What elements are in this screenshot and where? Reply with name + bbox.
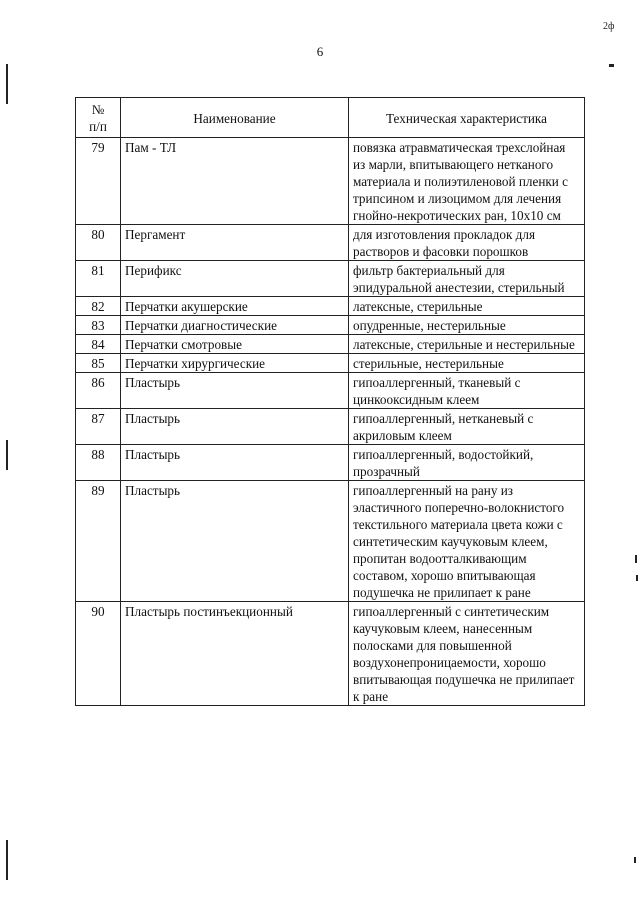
row-number: 79	[76, 138, 121, 225]
table-row	[76, 316, 585, 335]
spec-table	[75, 97, 585, 706]
row-number: 83	[76, 316, 121, 335]
row-name: Перчатки акушерские	[121, 297, 349, 316]
row-spec: повязка атравматическая трехслойная из марли, впитывающего нетканого материала и полиэтиленовой пленки с трипсином и лизоцимом для лечения гнойно-некротических ран, 10х10 см	[349, 138, 585, 225]
row-number: 86	[76, 373, 121, 409]
table-header-row	[76, 98, 585, 138]
row-name: Пластырь	[121, 481, 349, 602]
table-row	[76, 481, 585, 602]
scan-margin-line	[6, 840, 8, 880]
row-number: 81	[76, 261, 121, 297]
table-row	[76, 445, 585, 481]
table-row	[76, 225, 585, 261]
page-number: 6	[316, 44, 324, 59]
row-number: 85	[76, 354, 121, 373]
table-row	[76, 297, 585, 316]
scan-speck	[634, 857, 636, 863]
row-spec: гипоаллергенный, нетканевый с акриловым клеем	[349, 409, 585, 445]
row-name: Пластырь	[121, 409, 349, 445]
row-name: Перчатки смотровые	[121, 335, 349, 354]
table-row	[76, 138, 585, 225]
row-name: Пластырь	[121, 373, 349, 409]
row-number: 90	[76, 602, 121, 706]
scan-speck	[636, 575, 638, 581]
header-number-sign: №	[91, 102, 105, 117]
header-name: Наименование	[121, 98, 349, 138]
row-spec: для изготовления прокладок для растворов и фасовки порошков	[349, 225, 585, 261]
row-name: Пергамент	[121, 225, 349, 261]
table-row	[76, 335, 585, 354]
row-number: 82	[76, 297, 121, 316]
row-spec: латексные, стерильные и нестерильные	[349, 335, 585, 354]
header-number	[76, 98, 121, 138]
table-row	[76, 261, 585, 297]
scan-speck	[609, 64, 614, 67]
table-row	[76, 602, 585, 706]
row-spec: гипоаллергенный на рану из эластичного поперечно-волокнистого текстильного материала цвета кожи с синтетическим каучуковым клеем, пропитан водоотталкивающим составом, хорошо впитывающая подушечка не прилипает к ране	[349, 481, 585, 602]
table-row	[76, 354, 585, 373]
table-row	[76, 373, 585, 409]
scan-speck	[635, 555, 637, 563]
row-spec: гипоаллергенный с синтетическим каучуковым клеем, нанесенным полосками для повышенной воздухонепроницаемости, хорошо впитывающая подушечка не прилипает к ране	[349, 602, 585, 706]
row-spec: стерильные, нестерильные	[349, 354, 585, 373]
row-number: 88	[76, 445, 121, 481]
row-name: Пам - ТЛ	[121, 138, 349, 225]
row-spec: опудренные, нестерильные	[349, 316, 585, 335]
header-spec: Техническая характеристика	[349, 98, 585, 138]
row-name: Пластырь постинъекционный	[121, 602, 349, 706]
table-row	[76, 409, 585, 445]
row-spec: фильтр бактериальный для эпидуральной анестезии, стерильный	[349, 261, 585, 297]
row-name: Перчатки диагностические	[121, 316, 349, 335]
row-spec: гипоаллергенный, водостойкий, прозрачный	[349, 445, 585, 481]
row-number: 89	[76, 481, 121, 602]
scan-margin-line	[6, 440, 8, 470]
row-number: 84	[76, 335, 121, 354]
scan-margin-line	[6, 64, 8, 104]
row-number: 80	[76, 225, 121, 261]
table-body	[76, 138, 585, 706]
row-name: Перификс	[121, 261, 349, 297]
header-number-abbr: п/п	[89, 119, 107, 134]
row-number: 87	[76, 409, 121, 445]
row-spec: латексные, стерильные	[349, 297, 585, 316]
corner-mark: 2ф	[603, 21, 615, 32]
row-name: Пластырь	[121, 445, 349, 481]
row-name: Перчатки хирургические	[121, 354, 349, 373]
row-spec: гипоаллергенный, тканевый с цинкооксидным клеем	[349, 373, 585, 409]
